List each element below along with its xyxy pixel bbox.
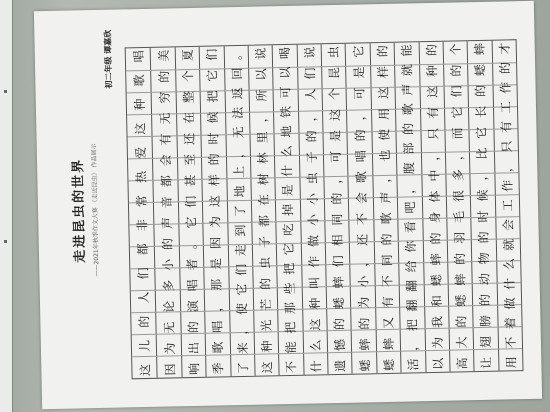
essay-character: 的 <box>356 317 371 330</box>
essay-character: 那 <box>209 278 224 291</box>
essay-character: 的 <box>375 45 390 58</box>
essay-character: 高 <box>454 357 470 370</box>
essay-character: 的 <box>427 232 443 245</box>
essay-character: ， <box>352 108 367 121</box>
essay-character: 的 <box>159 237 174 251</box>
essay-character: 美 <box>155 49 171 62</box>
essay-character: 的 <box>401 122 416 136</box>
essay-character: 看 <box>403 220 418 234</box>
essay-character: 那 <box>282 301 298 315</box>
essay-character: 们 <box>135 267 151 280</box>
essay-character: ， <box>254 110 269 123</box>
essay-character: 它 <box>350 45 365 58</box>
essay-character: 不 <box>354 212 369 226</box>
essay-character: 给 <box>403 260 419 273</box>
essay-character: 无 <box>157 112 172 125</box>
essay-character: 来 <box>235 342 250 355</box>
essay-character: 憾 <box>332 338 347 352</box>
essay-character: 的 <box>156 70 171 83</box>
essay-character: 它 <box>449 106 464 119</box>
essay-character: 。 <box>228 47 244 61</box>
essay-character: 个 <box>448 43 463 56</box>
essay-character: 不 <box>503 336 518 349</box>
writing-grid <box>125 39 524 379</box>
essay-character: ， <box>499 160 514 173</box>
essay-character: 样 <box>375 65 390 79</box>
essay-character: 整 <box>181 90 196 104</box>
essay-character: ， <box>450 148 465 161</box>
essay-character: 同 <box>379 254 394 267</box>
essay-character: 能 <box>283 341 299 354</box>
essay-character: 候 <box>475 189 490 202</box>
essay-character: 让 <box>479 356 494 370</box>
essay-character: 这 <box>137 363 153 377</box>
essay-title: 走进昆虫的世界 <box>70 157 89 264</box>
essay-character: 为 <box>208 215 223 229</box>
essay-character: 蟋 <box>473 63 488 77</box>
essay-character: 以 <box>278 66 293 79</box>
essay-character: ， <box>303 109 318 122</box>
essay-character: 用 <box>503 356 518 369</box>
essay-character: 的 <box>136 315 152 328</box>
essay-character: 们 <box>302 67 317 80</box>
essay-character: 毛 <box>451 210 466 224</box>
essay-character: 法 <box>230 106 245 120</box>
essay-character: ， <box>234 322 249 335</box>
essay-character: 光 <box>258 319 274 332</box>
essay-character: 芒 <box>258 298 273 311</box>
sheet-content <box>34 1 542 409</box>
essay-character: ， <box>475 168 490 181</box>
essay-character: ， <box>377 170 392 183</box>
essay-character: 时 <box>476 210 491 223</box>
essay-character: 又 <box>380 316 396 330</box>
essay-character: 部 <box>401 142 416 155</box>
essay-character: 们 <box>204 48 219 61</box>
essay-character: 论 <box>161 300 176 313</box>
essay-sheet <box>34 1 542 409</box>
essay-character: 虫 <box>304 172 319 185</box>
essay-character: 比 <box>474 147 490 160</box>
essay-character: 蟀 <box>381 337 396 351</box>
essay-character: 中 <box>426 169 441 182</box>
essay-character: 爱 <box>133 146 148 159</box>
essay-character: 小 <box>160 258 175 272</box>
essay-character: 种 <box>132 98 147 111</box>
essay-character: 的 <box>379 233 394 246</box>
essay-character: 说 <box>253 47 268 60</box>
essay-character: ， <box>405 338 420 351</box>
essay-character: 为 <box>356 296 371 309</box>
essay-character: 翻 <box>404 279 419 293</box>
essay-character: 蟀 <box>453 273 468 286</box>
essay-character: 这 <box>424 85 439 99</box>
essay-character: 很 <box>451 189 466 203</box>
essay-character: 羽 <box>452 231 467 245</box>
essay-character: 把 <box>283 321 298 334</box>
essay-character: 们 <box>449 85 464 98</box>
essay-character: 也 <box>377 149 392 162</box>
essay-character: 至 <box>182 153 197 166</box>
essay-character: 多 <box>160 279 175 293</box>
essay-character: 把 <box>282 262 297 276</box>
essay-character: 长 <box>473 105 489 119</box>
essay-character: 吃 <box>281 223 296 236</box>
essay-character: 的 <box>352 129 367 142</box>
essay-character: 歌 <box>131 74 147 87</box>
essay-character: 工 <box>498 101 513 114</box>
essay-character: 的 <box>185 321 201 334</box>
essay-character: 可 <box>278 86 293 99</box>
essay-character: 了 <box>232 204 247 218</box>
essay-character: 地 <box>279 125 294 138</box>
essay-character: 的 <box>206 153 221 166</box>
essay-character: 歌 <box>353 171 368 184</box>
essay-character: 蟋 <box>428 274 443 287</box>
essay-character: 人 <box>136 291 151 304</box>
essay-character: 季 <box>211 362 226 375</box>
essay-character: 所 <box>254 89 269 102</box>
essay-character: 是 <box>328 129 343 143</box>
essay-character: 做 <box>305 234 321 248</box>
essay-character: 作 <box>497 81 513 94</box>
essay-character: 可 <box>328 150 343 163</box>
essay-character: 是 <box>208 257 224 271</box>
essay-character: 唱 <box>352 150 368 163</box>
essay-character: 个 <box>180 70 195 83</box>
essay-character: 么 <box>308 339 323 352</box>
essay-character: 到 <box>232 224 247 237</box>
essay-character: 时 <box>206 132 221 145</box>
essay-character: 小 <box>355 275 370 288</box>
essay-character: 声 <box>159 216 174 230</box>
essay-character: 声 <box>400 83 415 96</box>
essay-character: 样 <box>207 174 222 187</box>
essay-character: 使 <box>234 302 249 316</box>
essay-character: 它 <box>233 283 249 296</box>
essay-character: 大 <box>454 336 469 349</box>
essay-character: 非 <box>134 219 150 232</box>
essay-character: 作 <box>499 179 515 192</box>
essay-character: 们 <box>183 195 198 208</box>
essay-character: 叫 <box>306 276 322 289</box>
punch-hole <box>4 90 7 93</box>
essay-character: 歌 <box>210 341 225 354</box>
essay-character: 里 <box>255 131 270 144</box>
essay-character: 体 <box>426 190 442 203</box>
essay-character: 声 <box>378 191 393 204</box>
essay-character: 以 <box>430 357 445 371</box>
essay-character: 都 <box>135 243 150 256</box>
essay-character: 这 <box>132 122 148 135</box>
essay-character: 膀 <box>478 314 493 328</box>
essay-character: 有 <box>425 106 440 120</box>
essay-character: 同 <box>329 213 345 226</box>
essay-character: 这 <box>375 86 391 100</box>
adjacent-sheet <box>0 0 13 412</box>
essay-character: ， <box>402 181 417 194</box>
essay-character: 还 <box>354 233 369 247</box>
essay-character: 这 <box>259 361 275 374</box>
essay-character: 的 <box>303 130 319 143</box>
essay-character: 什 <box>280 164 295 177</box>
essay-character: 的 <box>473 84 488 98</box>
essay-character: 蟋 <box>381 358 396 372</box>
essay-character: 么 <box>279 144 294 158</box>
essay-character: 把 <box>205 90 220 103</box>
essay-character: 的 <box>258 277 273 290</box>
essay-character: 子 <box>257 235 272 249</box>
essay-character: 能 <box>399 44 414 57</box>
essay-character: 们 <box>330 255 346 268</box>
essay-character: 树 <box>255 173 271 186</box>
essay-character: 翅 <box>478 335 493 349</box>
essay-character: 使 <box>376 128 392 141</box>
essay-character: 出 <box>186 341 201 355</box>
essay-character: 掉 <box>280 203 296 217</box>
essay-character: 什 <box>501 277 517 291</box>
essay-character: 而 <box>449 127 465 140</box>
essay-character: 吧 <box>402 201 418 214</box>
essay-character: 种 <box>259 340 274 353</box>
essay-character: 用 <box>376 107 391 121</box>
essay-character: 它 <box>204 69 220 82</box>
essay-character: 的 <box>423 43 439 57</box>
essay-character: 们 <box>233 263 248 277</box>
essay-character: 种 <box>424 64 439 78</box>
essay-character: 返 <box>229 87 244 100</box>
essay-character: 昆 <box>326 66 342 80</box>
essay-character: 有 <box>380 296 395 309</box>
essay-character: 着 <box>502 316 517 330</box>
essay-character: 者 <box>184 258 199 271</box>
essay-character: 演 <box>185 300 200 313</box>
essay-character: 是 <box>351 66 366 79</box>
essay-character: 唱 <box>131 50 146 63</box>
essay-character: 说 <box>302 46 317 59</box>
essay-character: 无 <box>161 321 176 334</box>
essay-character: 才 <box>496 42 512 55</box>
essay-character: 音 <box>158 196 174 209</box>
essay-character: 蟀 <box>472 42 487 56</box>
essay-character: 都 <box>158 175 173 188</box>
essay-character: 响 <box>186 362 201 376</box>
essay-character: 会 <box>500 218 515 232</box>
essay-character: 都 <box>256 214 272 228</box>
essay-character: 上 <box>231 165 246 178</box>
essay-character: 种 <box>307 297 322 310</box>
essay-character: 的 <box>476 231 491 244</box>
essay-character: 候 <box>205 111 221 124</box>
essay-character: 虫 <box>257 256 272 270</box>
essay-character: 就 <box>501 238 516 251</box>
essay-character: 在 <box>181 111 196 125</box>
essay-character: 喝 <box>277 46 292 60</box>
essay-character: 蟀 <box>356 338 372 351</box>
essay-character: 铁 <box>278 105 294 119</box>
essay-character: 这 <box>327 108 342 122</box>
essay-character: 蟋 <box>357 359 372 372</box>
essay-character: 林 <box>255 152 270 165</box>
essay-character: 不 <box>284 360 299 374</box>
essay-character: 无 <box>230 126 245 139</box>
essay-character: 走 <box>233 244 248 257</box>
essay-character: 这 <box>207 195 222 208</box>
essay-character: 物 <box>476 252 492 265</box>
essay-character: 它 <box>183 216 198 229</box>
essay-character: 腹 <box>401 162 417 175</box>
essay-character: 不 <box>379 275 395 288</box>
essay-author: 初二年级 谭嘉欣 <box>103 29 114 89</box>
essay-character: 歌 <box>400 103 415 116</box>
essay-character: 相 <box>330 234 345 247</box>
essay-character: 的 <box>497 61 512 75</box>
essay-character: 会 <box>157 154 173 167</box>
essay-character: 它 <box>281 243 296 256</box>
essay-character: 了 <box>235 361 250 375</box>
essay-character: 蟀 <box>428 253 443 266</box>
essay-character: 只 <box>499 140 514 153</box>
essay-character: 因 <box>162 363 177 376</box>
essay-character: 还 <box>181 132 197 146</box>
essay-character: 的 <box>453 315 469 328</box>
essay-character: 小 <box>305 213 320 227</box>
essay-character: 虫 <box>326 46 341 59</box>
essay-character: 可 <box>351 87 366 100</box>
essay-character: ， <box>355 254 370 268</box>
essay-character: 么 <box>501 258 516 271</box>
essay-character: 只 <box>425 127 440 140</box>
essay-character: 你 <box>403 240 418 253</box>
essay-character: 身 <box>427 211 442 224</box>
essay-character: 有 <box>157 133 172 146</box>
essay-character: 是 <box>280 184 295 197</box>
essay-character: 为 <box>429 336 445 350</box>
essay-character: 什 <box>308 360 323 373</box>
essay-character: 的 <box>332 317 347 331</box>
essay-character: 在 <box>256 193 271 207</box>
essay-character: 小 <box>305 192 320 206</box>
essay-character: 蟋 <box>453 294 468 307</box>
essay-character: 动 <box>477 273 492 286</box>
essay-character: 地 <box>231 185 247 198</box>
essay-character: 它 <box>474 126 489 139</box>
essay-character: 人 <box>302 88 318 101</box>
essay-subtitle: ——2021年秋季作文大赛 《走近昆虫》 作品展示 <box>90 143 101 277</box>
essay-character: 就 <box>399 63 415 77</box>
essay-character: 为 <box>161 342 177 355</box>
punch-hole <box>4 240 7 243</box>
essay-character: 我 <box>429 315 444 329</box>
essay-character: 因 <box>208 236 223 250</box>
essay-character: 唱 <box>210 320 225 333</box>
essay-character: 。 <box>184 237 199 250</box>
essay-character: 甚 <box>182 174 198 187</box>
essay-character: 的 <box>477 293 493 307</box>
essay-character: 工 <box>500 199 515 212</box>
essay-character: 夏 <box>180 49 195 62</box>
title-block <box>64 29 132 390</box>
essay-character: 的 <box>329 192 344 205</box>
essay-character: 唱 <box>184 279 200 292</box>
essay-character: ， <box>209 299 225 312</box>
essay-character: 歌 <box>378 212 393 225</box>
essay-character: 会 <box>353 191 369 205</box>
essay-character: 作 <box>306 255 321 269</box>
essay-character: ， <box>230 146 246 159</box>
essay-character: 的 <box>448 64 463 77</box>
essay-character: 蟋 <box>331 297 346 310</box>
essay-character: 把 <box>405 319 420 332</box>
essay-character: 翻 <box>404 299 420 312</box>
essay-character: 个 <box>327 87 342 101</box>
essay-character: 这 <box>307 318 322 331</box>
essay-character: ， <box>426 148 441 161</box>
essay-character: 热 <box>133 170 149 184</box>
essay-character: 回 <box>229 67 244 80</box>
essay-character: 有 <box>498 120 513 134</box>
essay-character: 做 <box>502 297 517 310</box>
essay-character: 儿 <box>137 339 152 353</box>
essay-character: 穷 <box>156 91 171 104</box>
essay-character: 的 <box>452 252 467 265</box>
essay-character: 些 <box>282 282 297 295</box>
essay-character: 蟀 <box>331 276 346 289</box>
essay-character: 和 <box>429 295 444 308</box>
essay-character: 活 <box>406 358 421 371</box>
essay-character: 多 <box>450 168 466 182</box>
essay-character: 以 <box>253 68 268 81</box>
essay-character: 常 <box>134 194 149 208</box>
essay-character: 遗 <box>332 359 348 373</box>
essay-character: ， <box>329 171 344 184</box>
essay-character: 子 <box>304 151 319 164</box>
